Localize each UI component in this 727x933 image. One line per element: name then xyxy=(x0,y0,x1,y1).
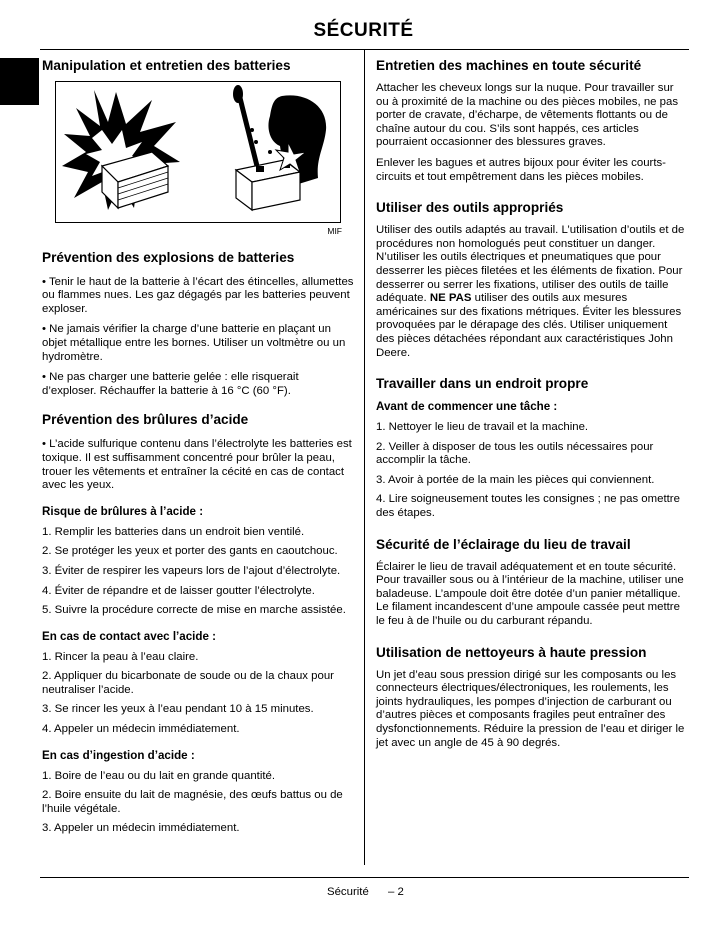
risk-item-3: 3. Éviter de respirer les vapeurs lors de l’ajout d’électrolyte. xyxy=(42,564,341,577)
tools-paragraph xyxy=(376,224,688,360)
clean-item-1: 1. Nettoyer le lieu de travail et la machine. xyxy=(376,421,589,434)
figure-label: MIF xyxy=(327,226,342,236)
tools-text-after: utiliser des outils aux mesures américaines sur des fixations métriques. Éviter les blessures provoquées par le dérapage des clés. Utiliser uniquement des pièces détachées répondant aux caractéristiques John Deere. xyxy=(376,292,682,359)
footer-page-number: – 2 xyxy=(388,886,404,898)
batteries-heading: Manipulation et entretien des batteries xyxy=(42,58,291,73)
lighting-paragraph: Éclairer le lieu de travail adéquatement et en toute sécurité. Pour travailler sous ou à l’intérieur de la machine, utiliser une baladeuse. L’ampoule doit être dotée d’un panier métallique. Le filament incandescent d’une ampoule cassée peut mettre le feu à de l’huile ou du carburant répandu. xyxy=(376,560,684,628)
bottom-rule xyxy=(40,877,689,878)
tools-heading: Utiliser des outils appropriés xyxy=(376,200,564,216)
ingestion-item-2: 2. Boire ensuite du lait de magnésie, des œufs battus ou de l’huile végétale. xyxy=(42,789,343,815)
contact-item-1: 1. Rincer la peau à l’eau claire. xyxy=(42,650,199,663)
pressure-washer-paragraph: Un jet d’eau sous pression dirigé sur les composants ou les connecteurs électriques/électroniques, les roulements, les joints hydrauliques, les pompes d’injection de carburant ou d’autres pièces et composants fragiles peut entraîner des dysfonctionnements. Réduire la pression de l’eau et diriger le jet avec un angle de 45 à 90 degrés. xyxy=(376,668,685,749)
clean-item-3: 3. Avoir à portée de la main les pièces qui conviennent. xyxy=(376,473,655,486)
machines-paragraph-1: Attacher les cheveux longs sur la nuque. Pour travailler sur ou à proximité de la machine ou des pièces mobiles, ne pas porter de cravate, d’écharpe, de vêtements flottants ou de chaîne autour du cou. S’ils sont happés, ces articles pourraient occasionner des blessures graves. xyxy=(376,82,679,149)
acid-heading: Prévention des brûlures d’acide xyxy=(42,412,249,428)
section-tab-marker xyxy=(0,58,39,105)
explosion-heading: Prévention des explosions de batteries xyxy=(42,249,295,265)
right-column xyxy=(376,58,688,750)
ingestion-item-3: 3. Appeler un médecin immédiatement. xyxy=(42,822,240,835)
risk-item-4: 4. Éviter de répandre et de laisser goutter l’électrolyte. xyxy=(42,584,315,597)
ingestion-item-1: 1. Boire de l’eau ou du lait en grande quantité. xyxy=(42,769,276,782)
pressure-washer-heading: Utilisation de nettoyeurs à haute pression xyxy=(376,644,647,660)
tools-text-before: Utiliser des outils adaptés au travail. L’utilisation d’outils et de procédures non homologués peut constituer un danger. N’utiliser les outils électriques et pneumatiques que pour desserrer les pièces filetées et les éléments de fixation. Pour desserrer ou serrer les fixations, utiliser des outils de taille adéquate. xyxy=(376,224,685,305)
page-title: SÉCURITÉ xyxy=(313,20,414,41)
footer-section: Sécurité xyxy=(327,886,369,898)
machines-paragraph-2: Enlever les bagues et autres bijoux pour éviter les courts-circuits et tout empêtrement dans les pièces mobiles. xyxy=(376,156,666,183)
battery-illustration-svg xyxy=(56,82,340,222)
contact-heading: En cas de contact avec l’acide : xyxy=(42,629,216,643)
risk-heading: Risque de brûlures à l’acide : xyxy=(42,504,204,518)
column-divider xyxy=(364,50,365,865)
risk-item-1: 1. Remplir les batteries dans un endroit bien ventilé. xyxy=(42,525,305,538)
contact-item-2: 2. Appliquer du bicarbonate de soude ou de la chaux pour neutraliser l’acide. xyxy=(42,670,334,696)
explosion-item-1: • Tenir le haut de la batterie à l’écart des étincelles, allumettes ou flammes nues. Les gaz dégagés par les batteries peuvent exploser. xyxy=(42,275,354,315)
acid-intro: • L’acide sulfurique contenu dans l’électrolyte les batteries est toxique. Il est suffisamment concentré pour brûler la peau, trouer les vêtements et entraîner la cécité en cas de contact avec les yeux. xyxy=(42,438,352,492)
clean-subheading: Avant de commencer une tâche : xyxy=(376,400,558,414)
lighting-heading: Sécurité de l’éclairage du lieu de travail xyxy=(376,536,631,552)
ingestion-heading: En cas d’ingestion d’acide : xyxy=(42,748,195,762)
contact-item-4: 4. Appeler un médecin immédiatement. xyxy=(42,723,240,736)
clean-item-4: 4. Lire soigneusement toutes les consignes ; ne pas omettre des étapes. xyxy=(376,493,680,520)
explosion-item-3: • Ne pas charger une batterie gelée : elle risquerait d’exploser. Réchauffer la batterie à 16 °C (60 °F). xyxy=(42,371,299,397)
risk-item-2: 2. Se protéger les yeux et porter des gants en caoutchouc. xyxy=(42,545,338,558)
battery-explosion-illustration xyxy=(55,81,341,223)
machines-heading: Entretien des machines en toute sécurité xyxy=(376,58,642,73)
risk-item-5: 5. Suivre la procédure correcte de mise en marche assistée. xyxy=(42,604,346,617)
clean-heading: Travailler dans un endroit propre xyxy=(376,376,589,392)
clean-item-2: 2. Veiller à disposer de tous les outils nécessaires pour accomplir la tâche. xyxy=(376,440,654,467)
explosion-item-2: • Ne jamais vérifier la charge d’une batterie en plaçant un objet métallique entre les bornes. Utiliser un voltmètre ou un hydromètre. xyxy=(42,323,346,363)
left-column xyxy=(42,58,356,836)
contact-item-3: 3. Se rincer les yeux à l’eau pendant 10 à 15 minutes. xyxy=(42,703,314,716)
tools-text-bold: NE PAS xyxy=(429,292,472,305)
